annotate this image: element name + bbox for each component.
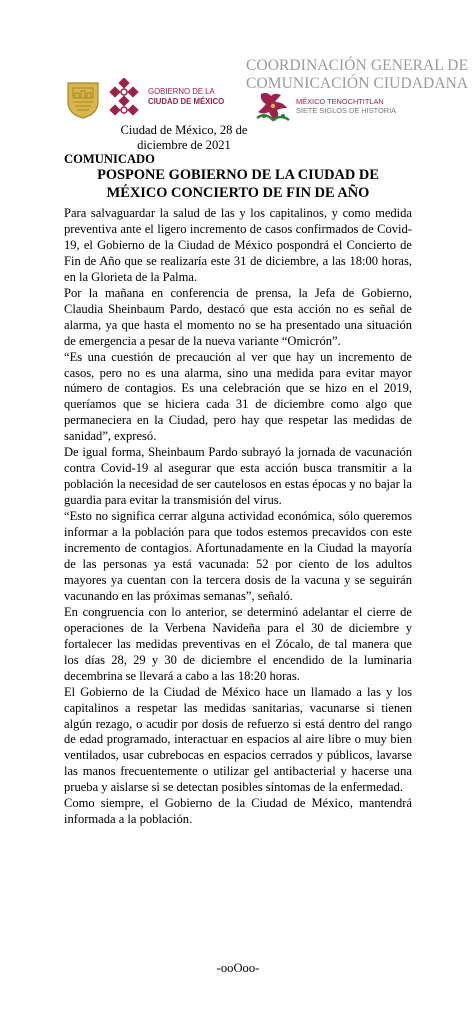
coordinacion-line-2: COMUNICACIÓN CIUDADANA bbox=[246, 75, 469, 92]
date-line-1: Ciudad de México, 28 de bbox=[120, 123, 248, 137]
paragraph: Como siempre, el Gobierno de la Ciudad de México, mantendrá informada a la población. bbox=[64, 796, 412, 827]
paragraph: “Esto no significa cerrar alguna actividad económica, sólo queremos informar a la población para que todos estemos precavidos con este incremento de contagios. Afortunadamente en la Ciudad la mayoría de las personas ya está vacunada: 52 por ciento de los adultos mayores ya cuentan con la tercera dosis de la vacuna y se seguirán vacunando en las próximas semanas”, señaló. bbox=[64, 509, 412, 603]
press-release-body bbox=[64, 206, 412, 828]
paragraph: De igual forma, Sheinbaum Pardo subrayó la jornada de vacunación contra Covid-19 al asegurar que esta acción busca transmitir a la población la necesidad de ser cautelosos en estas épocas y no bajar la guardia para evitar la transmisión del virus. bbox=[64, 445, 412, 508]
dateline bbox=[74, 123, 294, 153]
gobierno-cdmx-wordmark bbox=[148, 87, 224, 107]
document-label: COMUNICADO bbox=[64, 152, 155, 166]
coordinacion-line-1: COORDINACIÓN GENERAL DE bbox=[246, 57, 469, 74]
gobierno-line-1: GOBIERNO DE LA bbox=[148, 87, 215, 96]
coordinacion-heading bbox=[246, 57, 468, 93]
paragraph: Para salvaguardar la salud de las y los capitalinos, y como medida preventiva ante el ligero incremento de casos confirmados de Covid-19, el Gobierno de la Ciudad de México pospondrá el Concierto de Fin de Año que se realizaría este 31 de diciembre, a las 18:00 horas, en la Glorieta de la Palma. bbox=[64, 206, 412, 284]
paragraph: En congruencia con lo anterior, se determinó adelantar el cierre de operaciones de la Verbena Navideña para el 30 de diciembre y fortalecer las medidas preventivas en el Zócalo, de tal manera que los días 28, 29 y 30 de diciembre el encendido de la luminaria decembrina se llevará a cabo a las 18:20 horas. bbox=[64, 604, 412, 683]
tenochtitlan-line-1: MÉXICO TENOCHTITLAN bbox=[296, 97, 384, 106]
tenochtitlan-wordmark bbox=[296, 97, 396, 115]
gobierno-line-2: CIUDAD DE MÉXICO bbox=[148, 97, 225, 106]
paragraph: “Es una cuestión de precaución al ver que hay un incremento de casos, pero no es una alarma, sino una medida para evitar mayor número de contagios. Es una celebración que se hizo en el 2019, queríamos que se hiciera cada 31 de diciembre como algo que permaneciera en la Ciudad, pero hay que respetar las medidas de sanidad”, expresó. bbox=[64, 349, 412, 444]
cdmx-coat-of-arms-icon bbox=[65, 80, 101, 120]
paragraph: Por la mañana en conferencia de prensa, la Jefa de Gobierno, Claudia Sheinbaum Pardo, destacó que esta acción no es señal de alarma, ya que hasta el momento no se ha presentado una situación de emergencia a pesar de la nueva variante “Omicrón”. bbox=[64, 285, 412, 348]
tenochtitlan-line-2: SIETE SIGLOS DE HISTORIA bbox=[296, 106, 397, 115]
press-release-title bbox=[64, 166, 412, 202]
paragraph: El Gobierno de la Ciudad de México hace un llamado a las y los capitalinos a respetar las medidas sanitarias, vacunarse si tienen algún rezago, o acudir por dosis de refuerzo si está dentro del rango de edad programado, interactuar en espacios al aire libre o muy bien ventilados, usar cubrebocas en espacios cerrados y públicos, lavarse las manos frecuentemente o utilizar gel antibacterial y hacerse una prueba y aislarse si se detectan posibles síntomas de la enfermedad. bbox=[64, 684, 412, 795]
date-line-2: diciembre de 2021 bbox=[137, 138, 231, 152]
title-line-1: POSPONE GOBIERNO DE LA CIUDAD DE bbox=[97, 167, 379, 183]
closing-mark: -ooOoo- bbox=[216, 961, 260, 975]
gobierno-cdmx-logo-icon bbox=[107, 78, 141, 120]
tenochtitlan-eagle-icon bbox=[253, 90, 293, 126]
title-line-2: MÉXICO CONCIERTO DE FIN DE AÑO bbox=[106, 185, 370, 201]
